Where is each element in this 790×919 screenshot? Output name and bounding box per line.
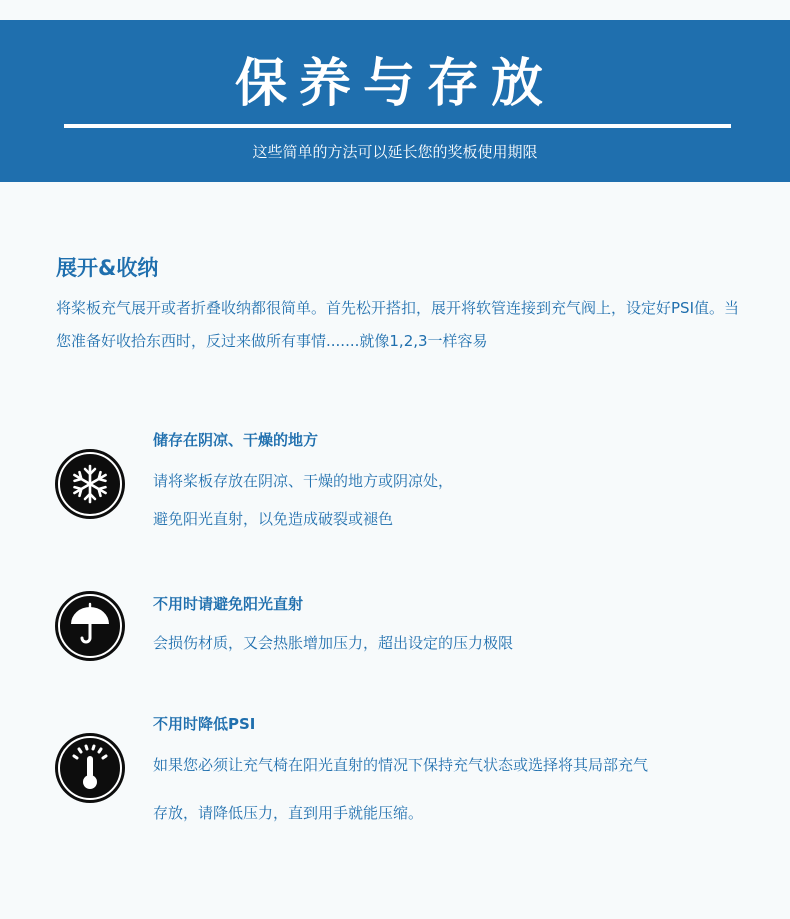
tip-cool-dry-line-1: 请将桨板存放在阴凉、干燥的地方或阴凉处， (153, 472, 454, 490)
tip-avoid-sun-text (153, 624, 753, 662)
unfold-section-body: 将桨板充气展开或者折叠收纳都很简单。首先松开搭扣，展开将软管连接到充气阀上，设定好PSI值。当您准备好收拾东西时，反过来做所有事情.......就像1,2,3一样容易 (56, 299, 739, 350)
tip-lower-psi-line-2: 存放，请降低压力，直到用手就能压缩。 (153, 804, 424, 822)
tip-lower-psi-line-1: 如果您必须让充气椅在阳光直射的情况下保持充气状态或选择将其局部充气 (153, 756, 649, 774)
tip-cool-dry-line-2: 避免阳光直射，以免造成破裂或褪色 (153, 510, 394, 528)
page-title: 保养与存放 (234, 54, 555, 114)
snowflake-icon (54, 448, 126, 520)
page-subtitle: 这些简单的方法可以延长您的奖板使用期限 (252, 143, 538, 161)
tip-lower-psi-title: 不用时降低PSI (153, 715, 256, 733)
tip-lower-psi-text (153, 746, 753, 832)
thermometer-gauge-icon (54, 732, 126, 804)
header-banner (0, 20, 790, 182)
tip-avoid-sun-title: 不用时请避免阳光直射 (153, 595, 304, 613)
tip-cool-dry-text (153, 462, 753, 538)
umbrella-icon (54, 590, 126, 662)
tip-cool-dry-title: 储存在阴凉、干燥的地方 (153, 431, 319, 449)
title-divider (64, 124, 731, 128)
tip-avoid-sun-line-1: 会损伤材质，又会热胀增加压力，超出设定的压力极限 (153, 634, 514, 652)
unfold-section-title: 展开&收纳 (56, 256, 159, 280)
